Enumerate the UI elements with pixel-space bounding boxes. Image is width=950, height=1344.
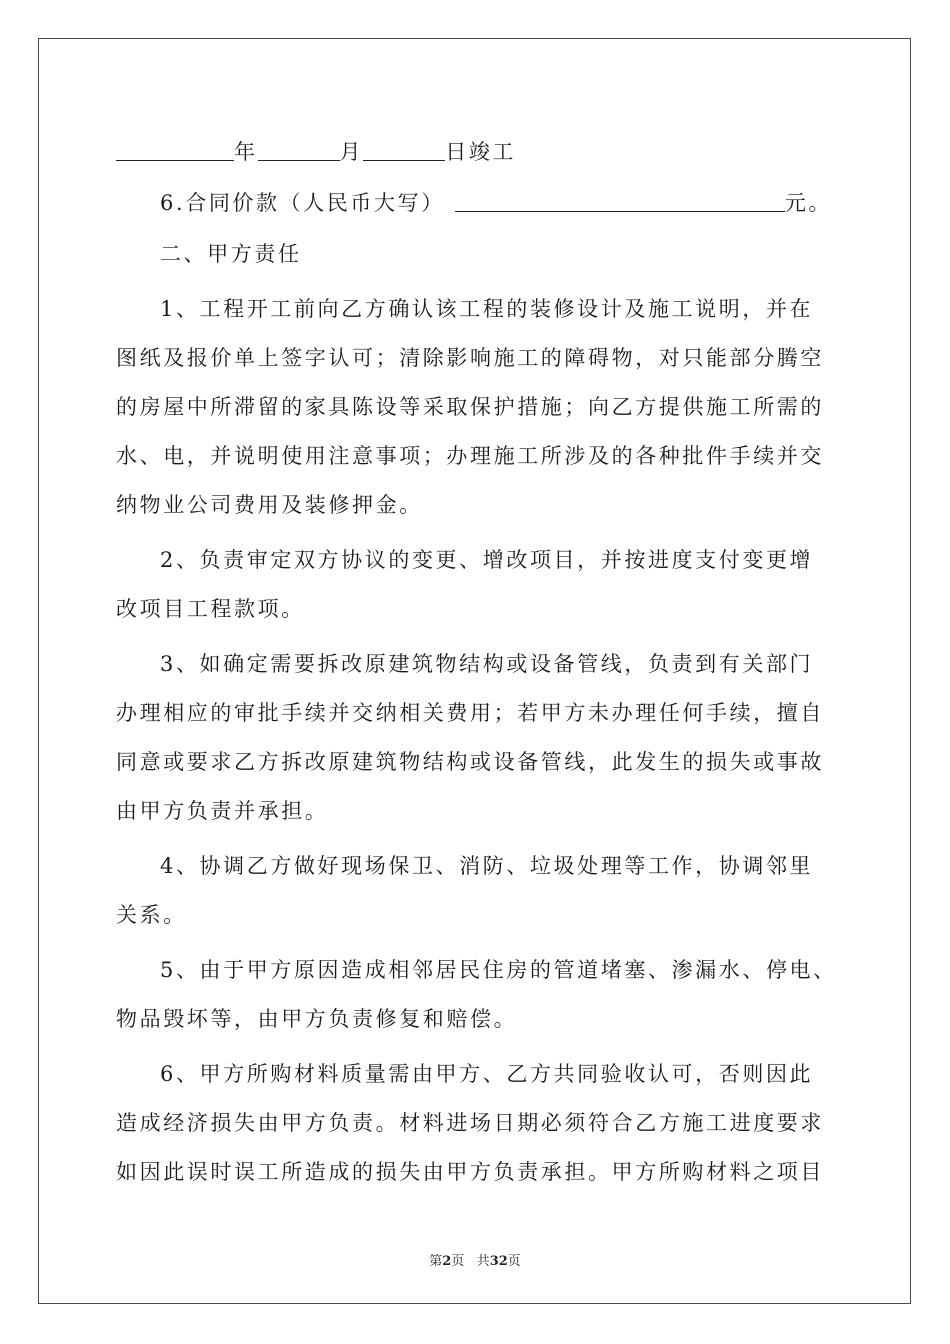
month-label: 月 [339,140,364,164]
total-prefix: 共 [476,1254,490,1269]
clause-line: 3、如确定需要拆改原建筑物结构或设备管线，负责到有关部门 [160,652,814,676]
clause-line: 6、甲方所购材料质量需由甲方、乙方共同验收认可，否则因此 [160,1062,814,1086]
clause-line: 5、由于甲方原因造成相邻居民住房的管道堵塞、渗漏水、停电、 [160,958,837,982]
contract-price-label: 6.合同价款（人民币大写） [160,191,445,215]
clause-line: 物品毁坏等，由甲方负责修复和赔偿。 [116,1007,518,1031]
year-blank[interactable] [116,140,234,161]
clause-line: 同意或要求乙方拆改原建筑物结构或设备管线，此发生的损失或事故 [116,750,824,774]
total-suffix: 页 [507,1254,521,1269]
clause-line: 1、工程开工前向乙方确认该工程的装修设计及施工说明，并在 [160,297,814,321]
clause-line: 2、负责审定双方协议的变更、增改项目，并按进度支付变更增 [160,548,814,572]
clause-line: 造成经济损失由甲方负责。材料进场日期必须符合乙方施工进度要求 [116,1111,824,1135]
document-body [116,128,856,1197]
clauses [116,285,856,1197]
clause-line: 关系。 [116,903,187,927]
completion-date-line [116,128,856,177]
total-pages: 32 [489,1254,508,1269]
clause-line: 办理相应的审批手续并交纳相关费用；若甲方未办理任何手续，擅自 [116,701,824,725]
section-title: 二、甲方责任 [160,242,302,266]
month-blank[interactable] [258,140,340,161]
page-mid: 页 [451,1254,465,1269]
day-blank[interactable] [363,140,445,161]
clause-line: 4、协调乙方做好现场保卫、消防、垃圾处理等工作，协调邻里 [160,854,814,878]
clause-line: 纳物业公司费用及装修押金。 [116,493,423,517]
clause-line: 的房屋中所滞留的家具陈设等采取保护措施；向乙方提供施工所需的 [116,395,824,419]
day-label: 日竣工 [445,140,517,164]
year-label: 年 [234,140,258,164]
page-footer [0,1250,950,1269]
contract-price-blank[interactable] [455,191,785,212]
clause-line: 如因此误时误工所造成的损失由甲方负责承担。甲方所购材料之项目 [116,1160,824,1184]
clause-line: 改项目工程款项。 [116,597,305,621]
contract-price-line [116,179,856,228]
contract-price-unit: 元。 [784,191,833,215]
clause-line: 图纸及报价单上签字认可；清除影响施工的障碍物，对只能部分腾空 [116,346,824,370]
clause-line: 由甲方负责并承担。 [116,799,329,823]
page-number: 2 [442,1254,452,1269]
clause-line: 水、电，并说明使用注意事项；办理施工所涉及的各种批件手续并交 [116,444,824,468]
page-prefix: 第 [429,1254,443,1269]
